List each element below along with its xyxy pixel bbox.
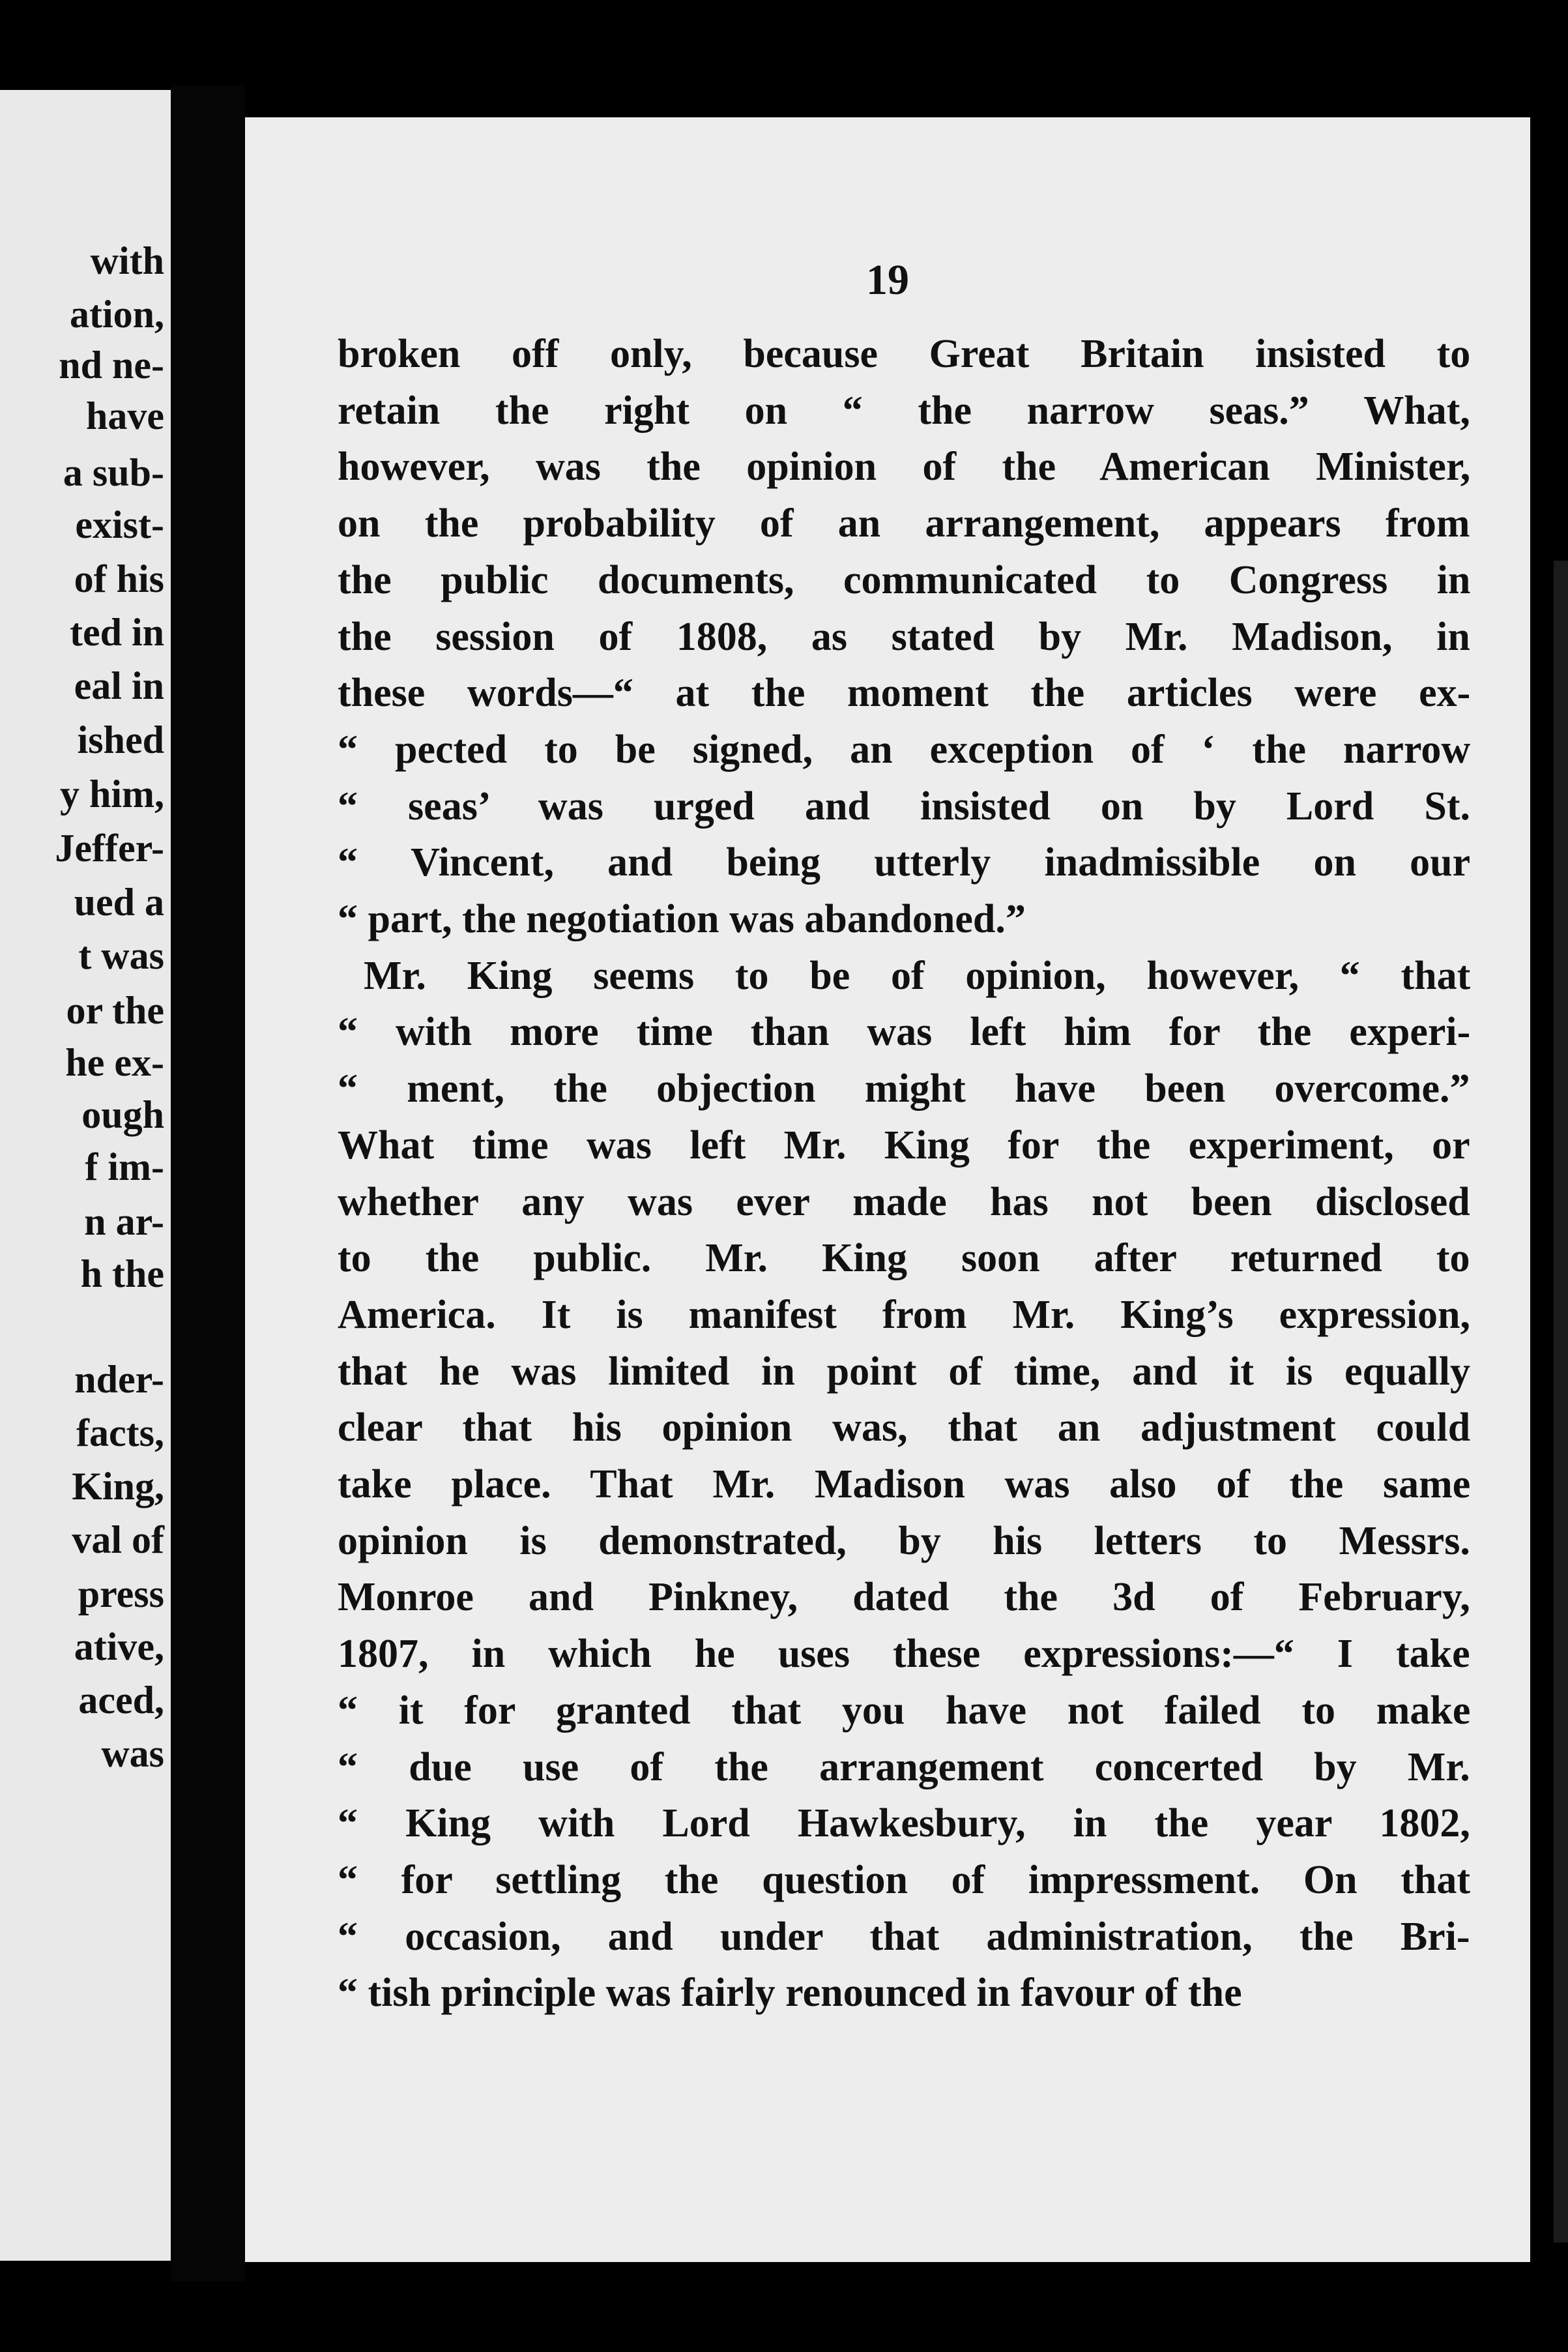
left-page-line: exist- xyxy=(75,503,164,546)
text-line: broken off only, because Great Britain insisted to xyxy=(338,332,1471,376)
left-page-line: ued a xyxy=(74,881,164,924)
left-page-line: ation, xyxy=(69,293,164,336)
left-page-line: y him, xyxy=(59,772,164,816)
text-line: however, was the opinion of the American Minister, xyxy=(338,445,1471,489)
text-line: “ ment, the objection might have been overcome.” xyxy=(338,1066,1470,1111)
edge-shadow xyxy=(1554,561,1568,2242)
right-page-edge xyxy=(1530,117,1568,2262)
left-page-line: ative, xyxy=(74,1625,164,1668)
text-line: “ due use of the arrangement concerted by Mr. xyxy=(338,1745,1470,1789)
text-line: whether any was ever made has not been disclosed xyxy=(338,1180,1470,1224)
left-page-line: press xyxy=(78,1572,164,1615)
left-page-line: with xyxy=(90,239,164,282)
text-line: 1807, in which he uses these expressions:—“ I take xyxy=(338,1632,1470,1676)
text-line: “ pected to be signed, an exception of ‘ the narrow xyxy=(338,728,1471,772)
left-page-line: ished xyxy=(77,718,164,761)
left-page-line: nder- xyxy=(74,1358,164,1401)
text-line: “ King with Lord Hawkesbury, in the year 1802, xyxy=(338,1801,1470,1845)
text-line: opinion is demonstrated, by his letters to Messrs. xyxy=(338,1519,1470,1563)
text-line: take place. That Mr. Madison was also of the same xyxy=(338,1462,1471,1507)
left-page-line: was xyxy=(101,1732,164,1775)
left-page-line: ted in xyxy=(69,611,164,654)
left-page-line: aced, xyxy=(78,1679,164,1722)
text-line: “ with more time than was left him for the experi- xyxy=(338,1010,1471,1054)
text-line: to the public. Mr. King soon after returned to xyxy=(338,1236,1470,1280)
text-line: “ occasion, and under that administration, the Bri- xyxy=(338,1915,1470,1959)
text-line: “ tish principle was fairly renounced in favour of the xyxy=(338,1971,1242,2015)
book-gutter xyxy=(171,85,245,2282)
text-line: “ it for granted that you have not failed to make xyxy=(338,1688,1471,1733)
page-number: 19 xyxy=(866,256,909,304)
left-page-line: val of xyxy=(72,1518,164,1561)
text-line: “ seas’ was urged and insisted on by Lord St. xyxy=(338,784,1470,829)
left-page-line: eal in xyxy=(74,664,164,707)
text-line: the public documents, communicated to Congress in xyxy=(338,558,1471,602)
text-line: “ for settling the question of impressment. On that xyxy=(338,1858,1470,1902)
left-page-line: Jeffer- xyxy=(55,827,164,870)
left-page-line: ough xyxy=(81,1093,164,1136)
text-line: retain the right on “ the narrow seas.” What, xyxy=(338,389,1470,433)
text-line: Mr. King seems to be of opinion, however, “ that xyxy=(364,954,1471,998)
text-line: on the probability of an arrangement, appears from xyxy=(338,501,1470,546)
text-line: America. It is manifest from Mr. King’s expression, xyxy=(338,1293,1470,1337)
left-page-line: f im- xyxy=(85,1145,164,1188)
text-line: “ part, the negotiation was abandoned.” xyxy=(338,897,1026,941)
left-facing-page xyxy=(0,90,171,2261)
left-page-line: n ar- xyxy=(84,1200,164,1243)
left-page-line: facts, xyxy=(76,1411,164,1454)
left-page-line: have xyxy=(86,394,164,437)
text-line: the session of 1808, as stated by Mr. Madison, in xyxy=(338,615,1470,659)
text-line: these words—“ at the moment the articles were ex- xyxy=(338,671,1471,715)
left-page-line: h the xyxy=(80,1252,164,1295)
left-page-line: a sub- xyxy=(63,451,164,494)
text-line: What time was left Mr. King for the experiment, or xyxy=(338,1123,1470,1168)
main-page xyxy=(245,117,1530,2262)
left-page-line: of his xyxy=(74,557,164,600)
left-page-line: he ex- xyxy=(65,1041,164,1084)
text-line: that he was limited in point of time, and it is equally xyxy=(338,1349,1470,1394)
text-line: Monroe and Pinkney, dated the 3d of February, xyxy=(338,1575,1470,1619)
left-page-line: King, xyxy=(72,1465,164,1508)
left-page-line: t was xyxy=(78,934,164,977)
left-page-line: nd ne- xyxy=(59,344,164,387)
text-line: “ Vincent, and being utterly inadmissible on our xyxy=(338,840,1471,885)
left-page-line: or the xyxy=(66,989,164,1032)
text-line: clear that his opinion was, that an adjustment could xyxy=(338,1405,1471,1450)
